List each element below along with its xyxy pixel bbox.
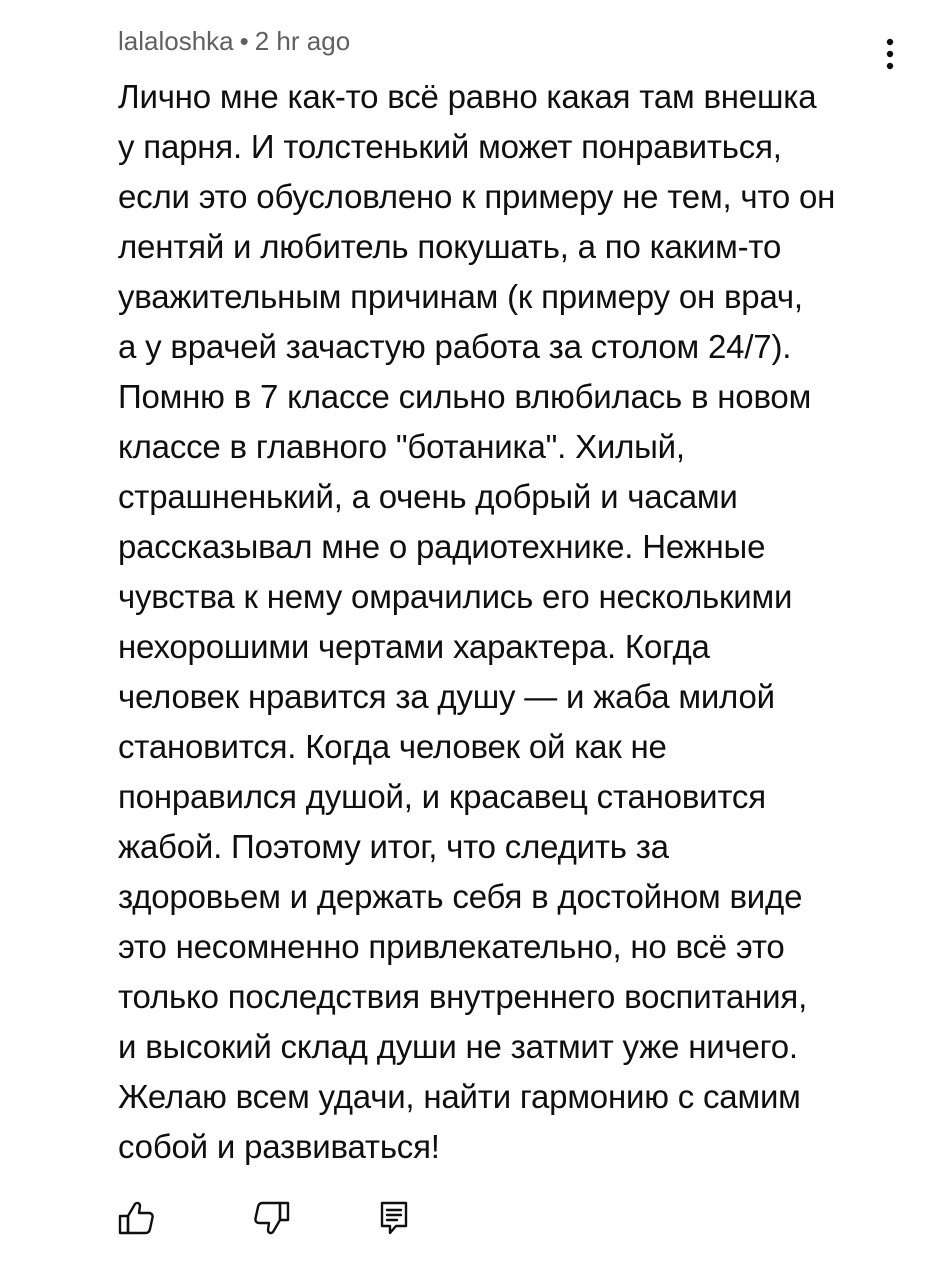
comment-timestamp[interactable]: 2 hr ago xyxy=(254,26,351,56)
comment-actions xyxy=(110,1192,450,1244)
comment-text-line: и высокий склад души не затмит уже ничего. xyxy=(118,1028,798,1065)
comment-text-line: а у врачей зачастую работа за столом 24/7). xyxy=(118,328,792,365)
comment-text-line: уважительным причинам (к примеру он врач, xyxy=(118,278,803,315)
comment xyxy=(118,22,878,1172)
comment-author[interactable]: lalaloshka xyxy=(118,26,234,56)
comment-text-line: рассказывал мне о радиотехнике. Нежные xyxy=(118,528,766,565)
reply-comment-icon xyxy=(376,1198,412,1238)
comment-text-line: нехорошими чертами характера. Когда xyxy=(118,628,710,665)
reply-button[interactable] xyxy=(368,1192,420,1244)
comment-text-line: чувства к нему омрачились его несколькими xyxy=(118,578,793,615)
comment-text xyxy=(118,72,878,1172)
comment-text-line: Желаю всем удачи, найти гармонию с самим xyxy=(118,1078,801,1115)
comment-text-line: жабой. Поэтому итог, что следить за xyxy=(118,828,669,865)
comment-text-line: человек нравится за душу — и жаба милой xyxy=(118,678,775,715)
thumbs-up-icon xyxy=(116,1198,156,1238)
comment-text-line: страшненький, а очень добрый и часами xyxy=(118,478,738,515)
comment-header xyxy=(118,22,878,60)
comment-text-line: у парня. И толстенький может понравиться, xyxy=(118,128,782,165)
meta-separator: • xyxy=(239,26,249,56)
comment-text-line: понравился душой, и красавец становится xyxy=(118,778,766,815)
like-button[interactable] xyxy=(110,1192,162,1244)
more-vertical-icon xyxy=(884,36,896,72)
comment-text-line: собой и развиваться! xyxy=(118,1128,440,1165)
comment-text-line: если это обусловлено к примеру не тем, что он xyxy=(118,178,836,215)
comment-text-line: только последствия внутреннего воспитания, xyxy=(118,978,808,1015)
comment-text-line: становится. Когда человек ой как не xyxy=(118,728,667,765)
comment-menu-button[interactable] xyxy=(872,36,908,72)
comment-text-line: Помню в 7 классе сильно влюбилась в новом xyxy=(118,378,812,415)
comment-text-line: здоровьем и держать себя в достойном виде xyxy=(118,878,803,915)
comment-text-line: лентяй и любитель покушать, а по каким-то xyxy=(118,228,782,265)
comment-text-line: это несомненно привлекательно, но всё это xyxy=(118,928,785,965)
comment-text-line: Лично мне как-то всё равно какая там внешка xyxy=(118,78,817,115)
thumbs-down-icon xyxy=(252,1198,292,1238)
dislike-button[interactable] xyxy=(246,1192,298,1244)
comment-text-line: классе в главного "ботаника". Хилый, xyxy=(118,428,685,465)
